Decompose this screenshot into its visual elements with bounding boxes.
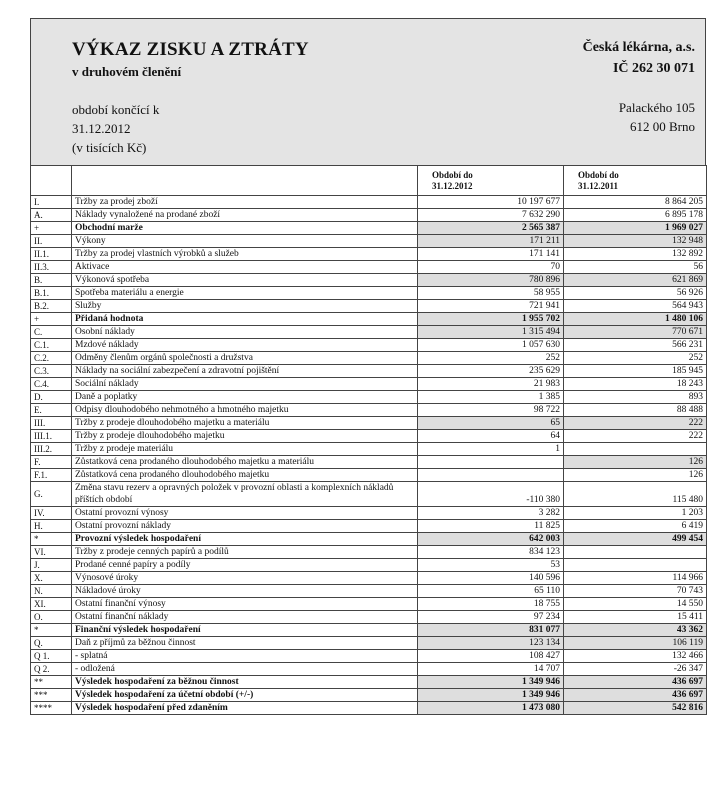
row-code: O. [31, 611, 72, 624]
row-description: Výnosové úroky [72, 572, 418, 585]
row-code: B.2. [31, 300, 72, 313]
row-description: Odměny členům orgánů společnosti a družstva [72, 352, 418, 365]
row-description: Výkonová spotřeba [72, 274, 418, 287]
row-code: **** [31, 702, 72, 715]
row-description: Nákladové úroky [72, 585, 418, 598]
row-prior-value: 436 697 [564, 689, 707, 702]
row-description: - splatná [72, 650, 418, 663]
row-prior-value: 770 671 [564, 326, 707, 339]
row-prior-value: 1 480 106 [564, 313, 707, 326]
row-prior-value: -26 347 [564, 663, 707, 676]
row-current-value: 1 [418, 443, 564, 456]
table-row [31, 313, 707, 326]
row-prior-value: 14 550 [564, 598, 707, 611]
table-row [31, 572, 707, 585]
row-current-value: 235 629 [418, 365, 564, 378]
table-row [31, 209, 707, 222]
address-street: Palackého 105 [618, 100, 695, 115]
row-description: Daně a poplatky [72, 391, 418, 404]
row-code: B. [31, 274, 72, 287]
row-current-value: 1 315 494 [418, 326, 564, 339]
row-current-value: 831 077 [418, 624, 564, 637]
header-code-cell [31, 166, 72, 196]
row-current-value: 140 596 [418, 572, 564, 585]
header-prior-period [564, 166, 707, 196]
table-row [31, 287, 707, 300]
row-prior-value: 18 243 [564, 378, 707, 391]
table-row [31, 663, 707, 676]
table-row [31, 546, 707, 559]
row-prior-value: 56 926 [564, 287, 707, 300]
table-row [31, 326, 707, 339]
table-row [31, 520, 707, 533]
row-prior-value: 8 864 205 [564, 196, 707, 209]
currency-unit: (v tisících Kč) [72, 140, 147, 155]
row-description: Změna stavu rezerv a opravných položek v provozní oblasti a komplexních nákladů příštích období [72, 482, 418, 507]
row-description: Aktivace [72, 261, 418, 274]
table-row [31, 637, 707, 650]
row-current-value: 1 473 080 [418, 702, 564, 715]
header-current-label: Období do [432, 169, 473, 180]
period-line: období končící k [72, 102, 160, 117]
row-description: Spotřeba materiálu a energie [72, 287, 418, 300]
table-row [31, 507, 707, 520]
company-address [619, 98, 695, 136]
row-code: H. [31, 520, 72, 533]
table-row [31, 222, 707, 235]
row-description: Obchodní marže [72, 222, 418, 235]
table-row [31, 598, 707, 611]
row-prior-value: 6 895 178 [564, 209, 707, 222]
row-prior-value [564, 443, 707, 456]
table-row [31, 585, 707, 598]
statement-header [30, 18, 706, 165]
row-description: Výsledek hospodaření za účetní období (+/-) [72, 689, 418, 702]
row-code: + [31, 222, 72, 235]
row-description: Sociální náklady [72, 378, 418, 391]
row-current-value: 2 565 387 [418, 222, 564, 235]
row-prior-value [564, 559, 707, 572]
row-code: ** [31, 676, 72, 689]
table-row [31, 469, 707, 482]
row-code: C.1. [31, 339, 72, 352]
table-row [31, 430, 707, 443]
row-current-value [418, 456, 564, 469]
row-current-value: 123 134 [418, 637, 564, 650]
row-current-value: 108 427 [418, 650, 564, 663]
row-prior-value: 1 969 027 [564, 222, 707, 235]
row-code: *** [31, 689, 72, 702]
row-description: Provozní výsledek hospodaření [72, 533, 418, 546]
company-name: Česká lékárna, a.s. [582, 40, 695, 55]
row-current-value: 1 349 946 [418, 676, 564, 689]
table-row [31, 378, 707, 391]
table-row [31, 248, 707, 261]
row-code: * [31, 624, 72, 637]
row-prior-value: 566 231 [564, 339, 707, 352]
row-description: Výsledek hospodaření za běžnou činnost [72, 676, 418, 689]
table-row [31, 559, 707, 572]
table-row [31, 702, 707, 715]
row-current-value: 97 234 [418, 611, 564, 624]
row-code: C.3. [31, 365, 72, 378]
row-code: IV. [31, 507, 72, 520]
table-row [31, 235, 707, 248]
row-description: Výkony [72, 235, 418, 248]
table-row [31, 352, 707, 365]
row-current-value: 1 057 630 [418, 339, 564, 352]
row-description: Služby [72, 300, 418, 313]
row-current-value: 780 896 [418, 274, 564, 287]
row-code: G. [31, 482, 72, 507]
period-info [72, 100, 159, 157]
row-prior-value: 542 816 [564, 702, 707, 715]
row-current-value: 834 123 [418, 546, 564, 559]
table-row [31, 417, 707, 430]
row-code: J. [31, 559, 72, 572]
row-current-value: 14 707 [418, 663, 564, 676]
row-description: Ostatní provozní výnosy [72, 507, 418, 520]
row-prior-value: 88 488 [564, 404, 707, 417]
row-current-value: 252 [418, 352, 564, 365]
table-header-row [31, 166, 707, 196]
row-code: II. [31, 235, 72, 248]
row-code: * [31, 533, 72, 546]
row-code: Q. [31, 637, 72, 650]
row-description: Tržby za prodej vlastních výrobků a služeb [72, 248, 418, 261]
row-current-value: 65 110 [418, 585, 564, 598]
row-code: XI. [31, 598, 72, 611]
statement-title: VÝKAZ ZISKU A ZTRÁTY [72, 39, 309, 60]
table-row [31, 624, 707, 637]
table-row [31, 456, 707, 469]
row-code: III. [31, 417, 72, 430]
row-current-value: 10 197 677 [418, 196, 564, 209]
row-code: II.1. [31, 248, 72, 261]
row-code: II.3. [31, 261, 72, 274]
table-row [31, 404, 707, 417]
row-code: E. [31, 404, 72, 417]
row-prior-value: 43 362 [564, 624, 707, 637]
row-current-value: 65 [418, 417, 564, 430]
row-description: Zůstatková cena prodaného dlouhodobého majetku a materiálu [72, 456, 418, 469]
row-description: Ostatní finanční náklady [72, 611, 418, 624]
table-body [31, 196, 707, 715]
row-prior-value: 222 [564, 417, 707, 430]
row-description: Tržby z prodeje cenných papírů a podílů [72, 546, 418, 559]
row-code: C.4. [31, 378, 72, 391]
row-prior-value: 222 [564, 430, 707, 443]
row-prior-value: 56 [564, 261, 707, 274]
row-prior-value: 132 892 [564, 248, 707, 261]
table-row [31, 391, 707, 404]
row-description: Ostatní finanční výnosy [72, 598, 418, 611]
row-description: Tržby z prodeje materiálu [72, 443, 418, 456]
row-code: X. [31, 572, 72, 585]
row-code: F.1. [31, 469, 72, 482]
period-date: 31.12.2012 [72, 121, 131, 136]
row-code: Q 2. [31, 663, 72, 676]
row-description: Osobní náklady [72, 326, 418, 339]
table-row [31, 533, 707, 546]
row-current-value: 171 141 [418, 248, 564, 261]
row-description: Náklady na sociální zabezpečení a zdravotní pojištění [72, 365, 418, 378]
row-prior-value: 126 [564, 456, 707, 469]
table-row [31, 611, 707, 624]
row-prior-value: 436 697 [564, 676, 707, 689]
row-prior-value: 70 743 [564, 585, 707, 598]
row-prior-value: 1 203 [564, 507, 707, 520]
row-prior-value: 115 480 [564, 482, 707, 507]
table-row [31, 650, 707, 663]
row-code: D. [31, 391, 72, 404]
row-code: N. [31, 585, 72, 598]
row-description: Tržby za prodej zboží [72, 196, 418, 209]
row-current-value: 3 282 [418, 507, 564, 520]
row-code: C. [31, 326, 72, 339]
row-prior-value [564, 546, 707, 559]
row-current-value: 1 349 946 [418, 689, 564, 702]
row-prior-value: 499 454 [564, 533, 707, 546]
row-prior-value: 132 948 [564, 235, 707, 248]
table-row [31, 482, 707, 507]
table-row [31, 196, 707, 209]
row-description: Tržby z prodeje dlouhodobého majetku a materiálu [72, 417, 418, 430]
row-description: Výsledek hospodaření před zdaněním [72, 702, 418, 715]
row-prior-value: 132 466 [564, 650, 707, 663]
table-row [31, 261, 707, 274]
row-prior-value: 126 [564, 469, 707, 482]
income-statement-table [30, 165, 707, 715]
row-current-value: 1 385 [418, 391, 564, 404]
row-prior-value: 893 [564, 391, 707, 404]
row-code: B.1. [31, 287, 72, 300]
row-current-value: 98 722 [418, 404, 564, 417]
row-description: Prodané cenné papíry a podíly [72, 559, 418, 572]
table-row [31, 339, 707, 352]
row-current-value: 11 825 [418, 520, 564, 533]
row-description: Náklady vynaložené na prodané zboží [72, 209, 418, 222]
header-current-date: 31.12.2012 [432, 180, 473, 191]
row-code: I. [31, 196, 72, 209]
row-description: Finanční výsledek hospodaření [72, 624, 418, 637]
table-row [31, 300, 707, 313]
row-code: F. [31, 456, 72, 469]
header-prior-label: Období do [578, 169, 619, 180]
row-current-value: 70 [418, 261, 564, 274]
row-current-value: 171 211 [418, 235, 564, 248]
row-description: - odložená [72, 663, 418, 676]
row-current-value: 58 955 [418, 287, 564, 300]
statement-subtitle: v druhovém členění [72, 64, 182, 79]
row-prior-value: 564 943 [564, 300, 707, 313]
row-current-value: 53 [418, 559, 564, 572]
row-code: C.2. [31, 352, 72, 365]
row-code: III.2. [31, 443, 72, 456]
row-prior-value: 621 869 [564, 274, 707, 287]
row-current-value: -110 380 [418, 482, 564, 507]
header-desc-cell [72, 166, 418, 196]
row-code: A. [31, 209, 72, 222]
row-code: + [31, 313, 72, 326]
row-current-value: 64 [418, 430, 564, 443]
table-row [31, 689, 707, 702]
row-description: Odpisy dlouhodobého nehmotného a hmotného majetku [72, 404, 418, 417]
row-prior-value: 114 966 [564, 572, 707, 585]
header-current-period [418, 166, 564, 196]
row-description: Mzdové náklady [72, 339, 418, 352]
row-prior-value: 6 419 [564, 520, 707, 533]
row-current-value: 7 632 290 [418, 209, 564, 222]
row-prior-value: 15 411 [564, 611, 707, 624]
row-current-value [418, 469, 564, 482]
row-current-value: 1 955 702 [418, 313, 564, 326]
row-description: Daň z příjmů za běžnou činnost [72, 637, 418, 650]
row-current-value: 721 941 [418, 300, 564, 313]
row-description: Ostatní provozní náklady [72, 520, 418, 533]
table-row [31, 443, 707, 456]
table-row [31, 676, 707, 689]
row-current-value: 18 755 [418, 598, 564, 611]
table-row [31, 274, 707, 287]
row-current-value: 642 003 [418, 533, 564, 546]
header-prior-date: 31.12.2011 [578, 180, 619, 191]
row-code: Q 1. [31, 650, 72, 663]
row-description: Přidaná hodnota [72, 313, 418, 326]
row-prior-value: 106 119 [564, 637, 707, 650]
row-description: Tržby z prodeje dlouhodobého majetku [72, 430, 418, 443]
row-prior-value: 185 945 [564, 365, 707, 378]
row-description: Zůstatková cena prodaného dlouhodobého majetku [72, 469, 418, 482]
row-current-value: 21 983 [418, 378, 564, 391]
table-row [31, 365, 707, 378]
row-code: III.1. [31, 430, 72, 443]
company-id: IČ 262 30 071 [612, 61, 695, 76]
address-city: 612 00 Brno [630, 119, 695, 134]
row-prior-value: 252 [564, 352, 707, 365]
row-code: VI. [31, 546, 72, 559]
